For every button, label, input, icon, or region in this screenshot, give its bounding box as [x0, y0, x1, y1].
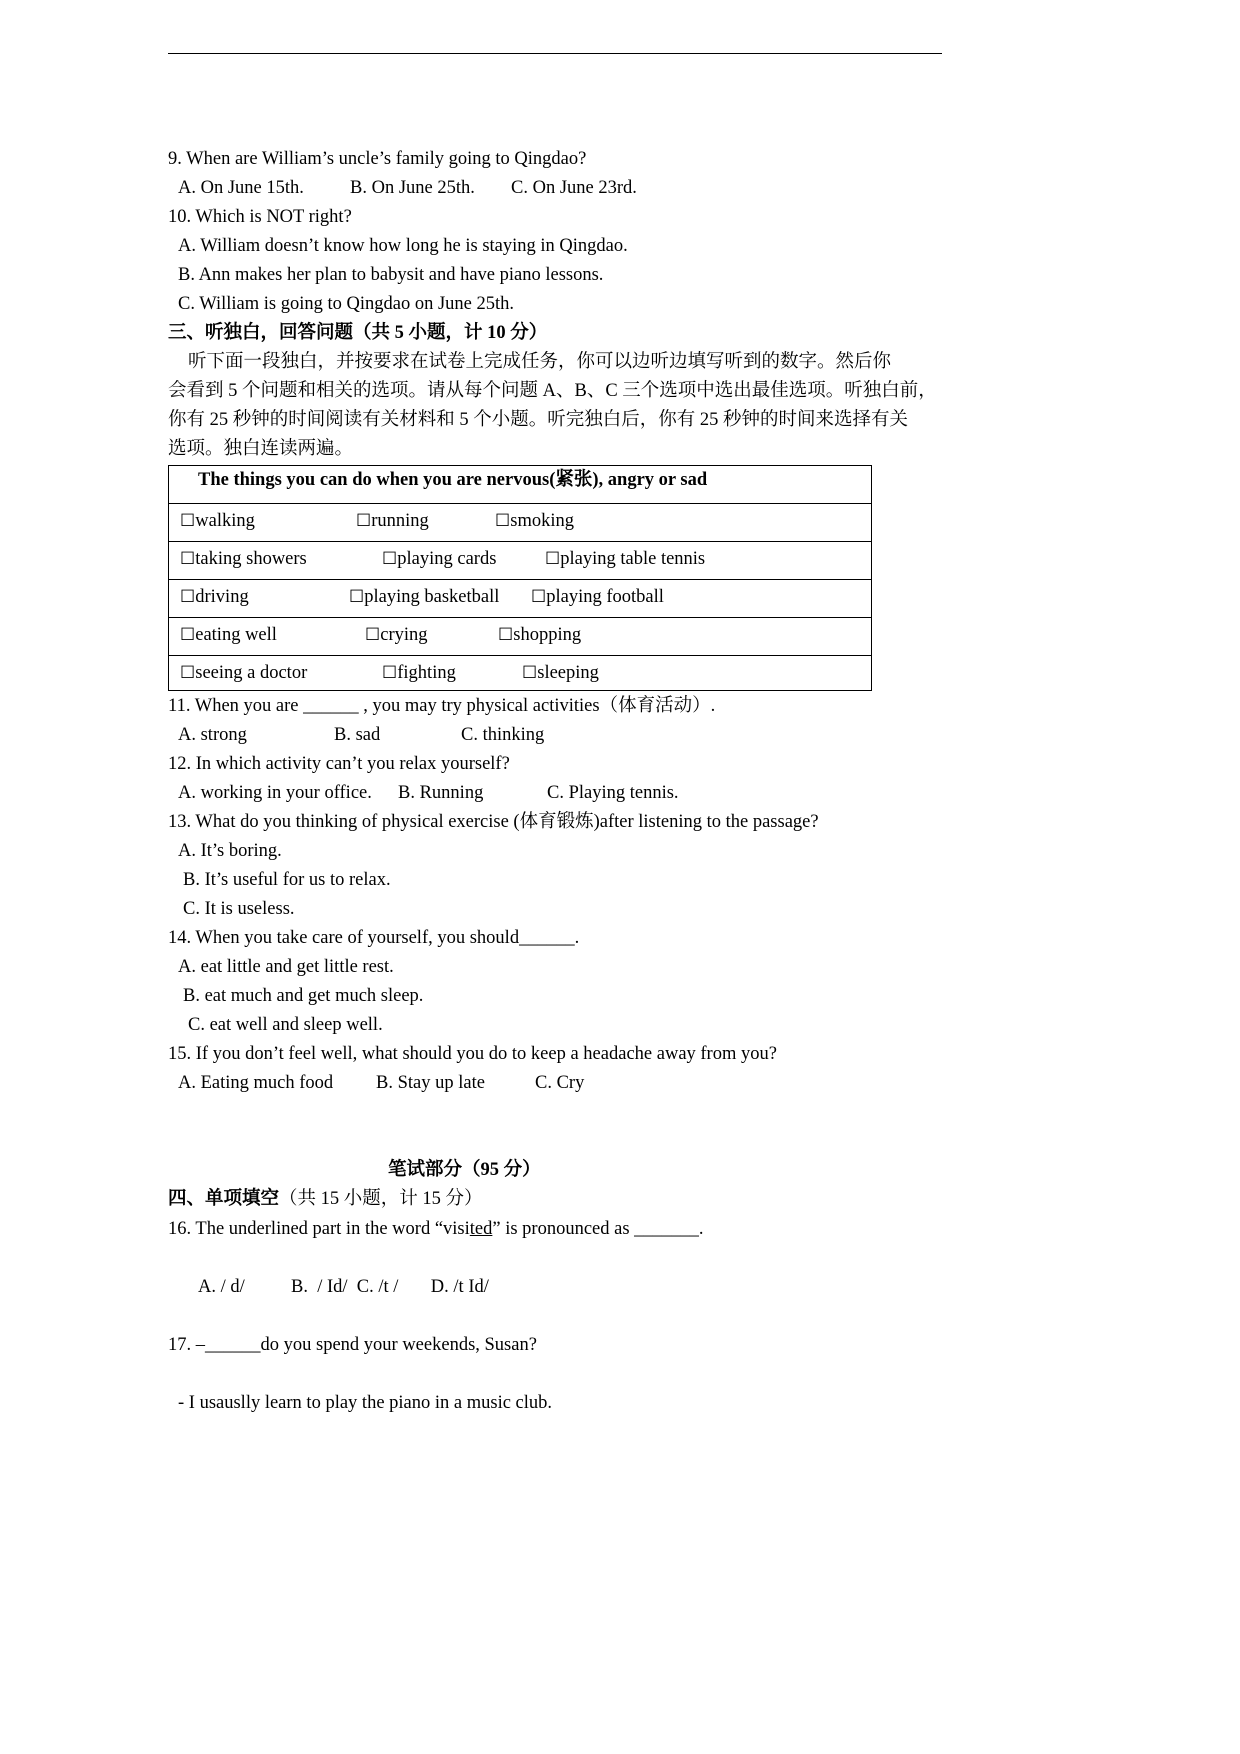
section4-heading: 四、单项填空（共 15 小题，计 15 分）: [168, 1189, 483, 1209]
table-cell: ☐eating well: [180, 625, 277, 645]
table-cell: ☐walking: [180, 511, 255, 531]
q10-option-a: A. William doesn’t know how long he is staying in Qingdao.: [178, 236, 628, 256]
q9-option-a: A. On June 15th.: [178, 178, 304, 198]
q11-option-a: A. strong: [178, 725, 247, 745]
q12-option-c: C. Playing tennis.: [547, 783, 679, 803]
checkbox-icon: ☐: [180, 511, 196, 531]
table-cell: ☐smoking: [495, 511, 574, 531]
checkbox-icon: ☐: [180, 587, 196, 607]
table-cell: ☐taking showers: [180, 549, 307, 569]
checkbox-icon: ☐: [180, 663, 196, 683]
q17-question: 17. –______do you spend your weekends, Susan?: [168, 1335, 537, 1355]
q9-option-c: C. On June 23rd.: [511, 178, 637, 198]
checkbox-icon: ☐: [531, 587, 547, 607]
checkbox-icon: ☐: [382, 549, 398, 569]
checkbox-icon: ☐: [356, 511, 372, 531]
table-cell: ☐playing basketball: [349, 587, 500, 607]
table-cell: ☐playing football: [531, 587, 664, 607]
q10-option-b: B. Ann makes her plan to babysit and have piano lessons.: [178, 265, 604, 285]
q11-question: 11. When you are ______ , you may try physical activities（体育活动）.: [168, 696, 716, 716]
q13-option-c: C. It is useless.: [183, 899, 295, 919]
table-row: [169, 655, 871, 693]
q11-option-c: C. thinking: [461, 725, 545, 745]
written-part-title: 笔试部分（95 分）: [388, 1160, 541, 1180]
q12-option-a: A. working in your office.: [178, 783, 372, 803]
q15-option-a: A. Eating much food: [178, 1073, 334, 1093]
q15-option-b: B. Stay up late: [376, 1073, 485, 1093]
q12-option-b: B. Running: [398, 783, 484, 803]
q13-question: 13. What do you thinking of physical exercise (体育锻炼)after listening to the passage?: [168, 812, 819, 832]
section3-instruction-line-1: 听下面一段独白，并按要求在试卷上完成任务，你可以边听边填写听到的数字。然后你: [188, 352, 892, 372]
q14-option-c: C. eat well and sleep well.: [188, 1015, 383, 1035]
q17-answer: - I usauslly learn to play the piano in a music club.: [178, 1393, 553, 1413]
table-cell: ☐sleeping: [522, 663, 599, 683]
q10-option-c: C. William is going to Qingdao on June 25th.: [178, 294, 515, 314]
table-row: [169, 579, 871, 617]
table-cell: ☐driving: [180, 587, 249, 607]
underlined-part: ted: [469, 1219, 493, 1239]
checkbox-icon: ☐: [498, 625, 514, 645]
checkbox-icon: ☐: [180, 549, 196, 569]
checkbox-icon: ☐: [522, 663, 538, 683]
q14-option-a: A. eat little and get little rest.: [178, 957, 394, 977]
checkbox-icon: ☐: [180, 625, 196, 645]
section3-heading: 三、听独白，回答问题（共 5 小题，计 10 分）: [168, 323, 548, 343]
table-cell: ☐shopping: [498, 625, 582, 645]
q11-option-b: B. sad: [334, 725, 381, 745]
table-cell: ☐playing table tennis: [545, 549, 706, 569]
table-cell: ☐fighting: [382, 663, 456, 683]
q14-option-b: B. eat much and get much sleep.: [183, 986, 424, 1006]
activities-table: [168, 465, 872, 691]
q9-option-b: B. On June 25th.: [350, 178, 475, 198]
checkbox-icon: ☐: [545, 549, 561, 569]
section3-instruction-line-2: 会看到 5 个问题和相关的选项。请从每个问题 A、B、C 三个选项中选出最佳选项。听独白前，: [168, 381, 937, 401]
q9-question: 9. When are William’s uncle’s family going to Qingdao?: [168, 149, 587, 169]
q13-option-b: B. It’s useful for us to relax.: [183, 870, 391, 890]
q10-question: 10. Which is NOT right?: [168, 207, 352, 227]
table-row: [169, 503, 871, 541]
q15-question: 15. If you don’t feel well, what should you do to keep a headache away from you?: [168, 1044, 777, 1064]
q13-option-a: A. It’s boring.: [178, 841, 282, 861]
section3-instruction-line-4: 选项。独白连读两遍。: [168, 439, 354, 459]
q12-question: 12. In which activity can’t you relax yourself?: [168, 754, 510, 774]
checkbox-icon: ☐: [365, 625, 381, 645]
table-row: [169, 541, 871, 579]
checkbox-icon: ☐: [349, 587, 365, 607]
q15-option-c: C. Cry: [535, 1073, 585, 1093]
table-cell: ☐crying: [365, 625, 428, 645]
table-cell: ☐seeing a doctor: [180, 663, 308, 683]
q16-question: 16. The underlined part in the word “visited” is pronounced as _______.: [168, 1219, 704, 1239]
table-cell: ☐running: [356, 511, 429, 531]
table-row: [169, 617, 871, 655]
checkbox-icon: ☐: [382, 663, 398, 683]
q14-question: 14. When you take care of yourself, you should______.: [168, 928, 580, 948]
q16-options: A. / d/ B. / Id/ C. /t / D. /t Id/: [198, 1277, 489, 1297]
table-title: The things you can do when you are nervous(紧张), angry or sad: [198, 470, 708, 490]
table-cell: ☐playing cards: [382, 549, 497, 569]
checkbox-icon: ☐: [495, 511, 511, 531]
header-rule: [168, 53, 942, 54]
section3-instruction-line-3: 你有 25 秒钟的时间阅读有关材料和 5 个小题。听完独白后，你有 25 秒钟的时间来选择有关: [168, 410, 909, 430]
